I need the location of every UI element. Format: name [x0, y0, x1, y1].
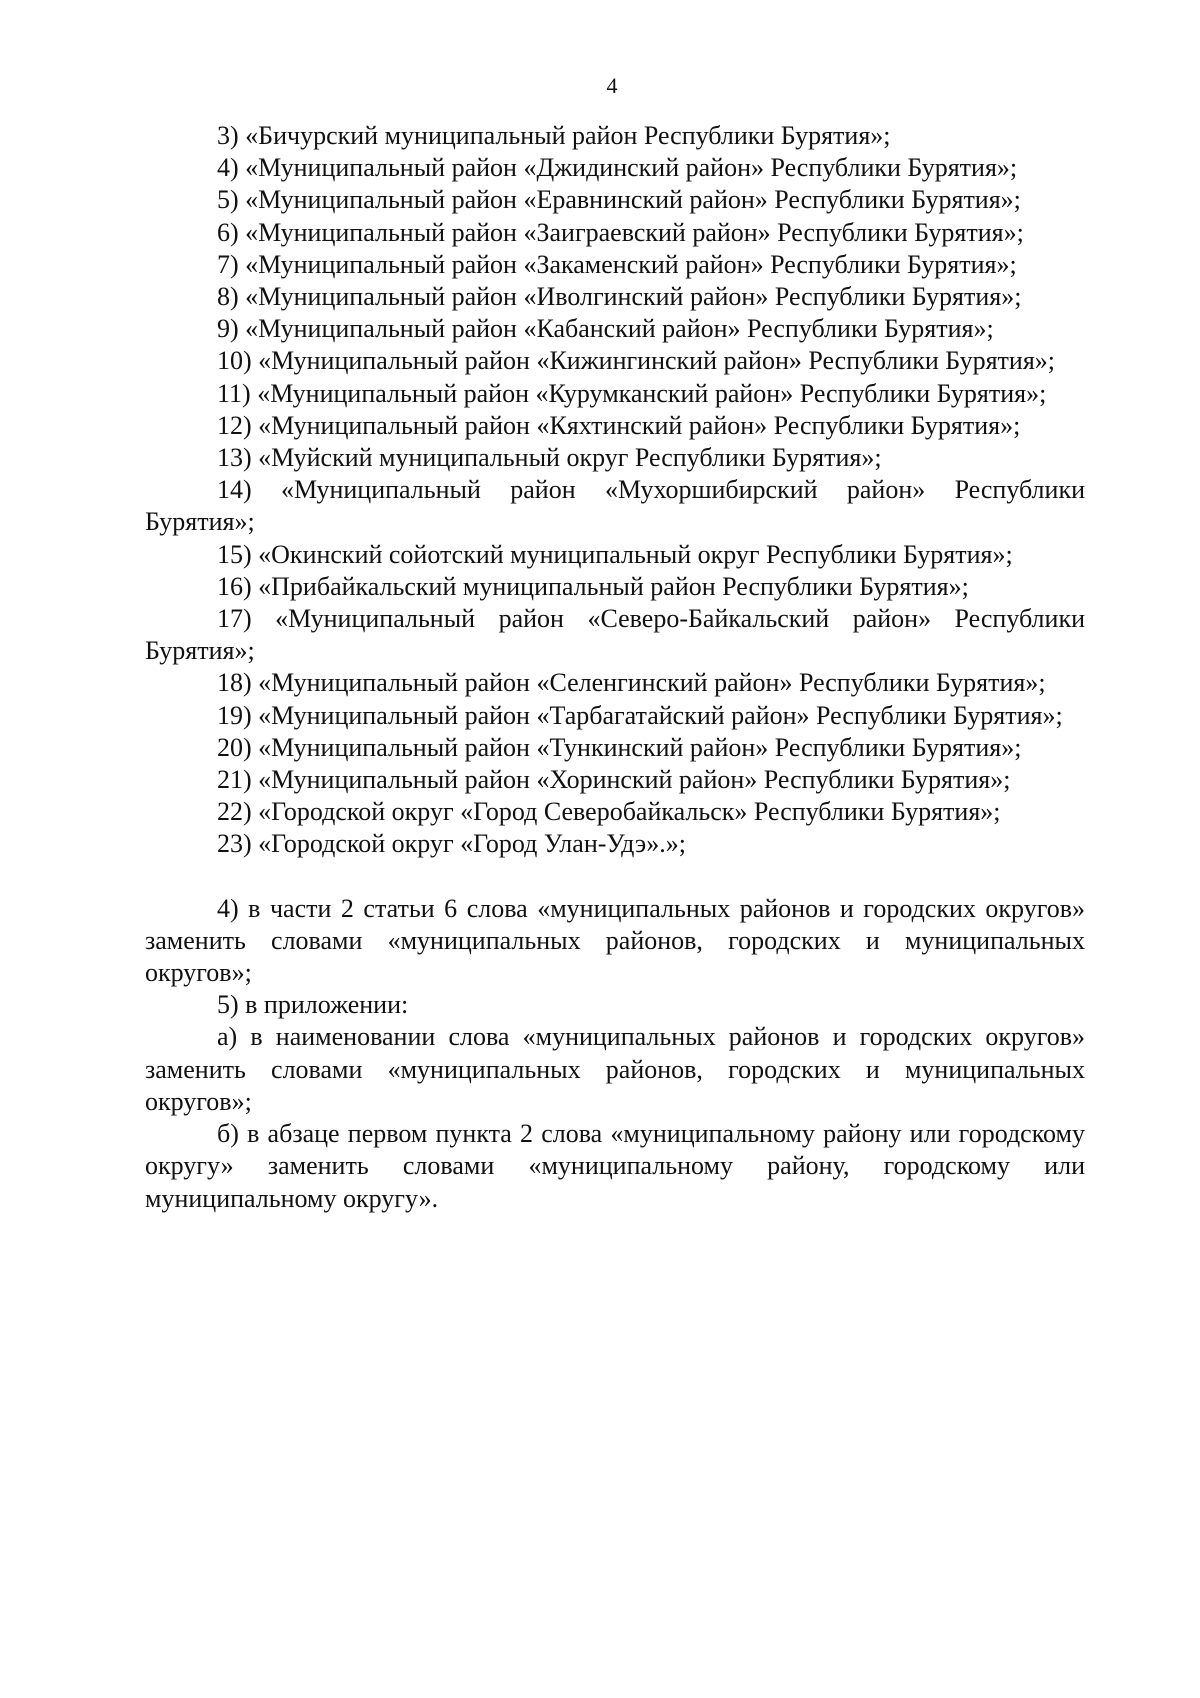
- list-item: 12) «Муниципальный район «Кяхтинский район» Республики Бурятия»;: [217, 410, 1021, 440]
- list-item: 21) «Муниципальный район «Хоринский район» Республики Бурятия»;: [217, 765, 1011, 795]
- list-item: 17) «Муниципальный район «Северо-Байкальский район» Республики Бурятия»;: [145, 604, 1085, 666]
- list-item: 4) «Муниципальный район «Джидинский район» Республики Бурятия»;: [217, 153, 1018, 183]
- list-item: 9) «Муниципальный район «Кабанский район» Республики Бурятия»;: [217, 314, 994, 344]
- amendment-item: а) в наименовании слова «муниципальных районов и городских округов» заменить словами «муниципальных районов, городских и муниципальных округов»;: [145, 1022, 1085, 1116]
- list-item: 3) «Бичурский муниципальный район Республики Бурятия»;: [217, 121, 891, 150]
- list-item: 23) «Городской округ «Город Улан-Удэ».»;: [217, 829, 686, 859]
- list-item: 22) «Городской округ «Город Северобайкальск» Республики Бурятия»;: [217, 797, 1001, 827]
- list-item: 16) «Прибайкальский муниципальный район Республики Бурятия»;: [217, 571, 969, 601]
- page-number: 4: [606, 73, 618, 98]
- amendment-item: 5) в приложении:: [217, 990, 409, 1020]
- list-item: 20) «Муниципальный район «Тункинский район» Республики Бурятия»;: [217, 732, 1022, 762]
- paragraph-spacer: [145, 861, 1085, 893]
- amendment-item: б) в абзаце первом пункта 2 слова «муниципальному району или городскому округу» заменить словами «муниципальному району, городскому или муниципальному округу».: [145, 1119, 1085, 1213]
- list-item: 18) «Муниципальный район «Селенгинский район» Республики Бурятия»;: [217, 668, 1046, 698]
- list-item: 15) «Окинский сойотский муниципальный округ Республики Бурятия»;: [217, 539, 1013, 569]
- list-item: 8) «Муниципальный район «Иволгинский район» Республики Бурятия»;: [217, 282, 1022, 312]
- document-body: [145, 120, 1085, 1215]
- list-item: 5) «Муниципальный район «Еравнинский район» Республики Бурятия»;: [217, 185, 1021, 215]
- list-item: 6) «Муниципальный район «Заиграевский район» Республики Бурятия»;: [217, 217, 1024, 247]
- list-item: 13) «Муйский муниципальный округ Республики Бурятия»;: [217, 443, 882, 473]
- list-item: 14) «Муниципальный район «Мухоршибирский район» Республики Бурятия»;: [145, 475, 1085, 537]
- list-item: 7) «Муниципальный район «Закаменский район» Республики Бурятия»;: [217, 249, 1017, 279]
- list-item: 19) «Муниципальный район «Тарбагатайский район» Республики Бурятия»;: [217, 700, 1063, 730]
- list-item: 11) «Муниципальный район «Курумканский район» Республики Бурятия»;: [217, 378, 1047, 408]
- list-item: 10) «Муниципальный район «Кижингинский район» Республики Бурятия»;: [217, 346, 1056, 376]
- amendment-item: 4) в части 2 статьи 6 слова «муниципальных районов и городских округов» заменить словами «муниципальных районов, городских и муниципальных округов»;: [145, 893, 1085, 988]
